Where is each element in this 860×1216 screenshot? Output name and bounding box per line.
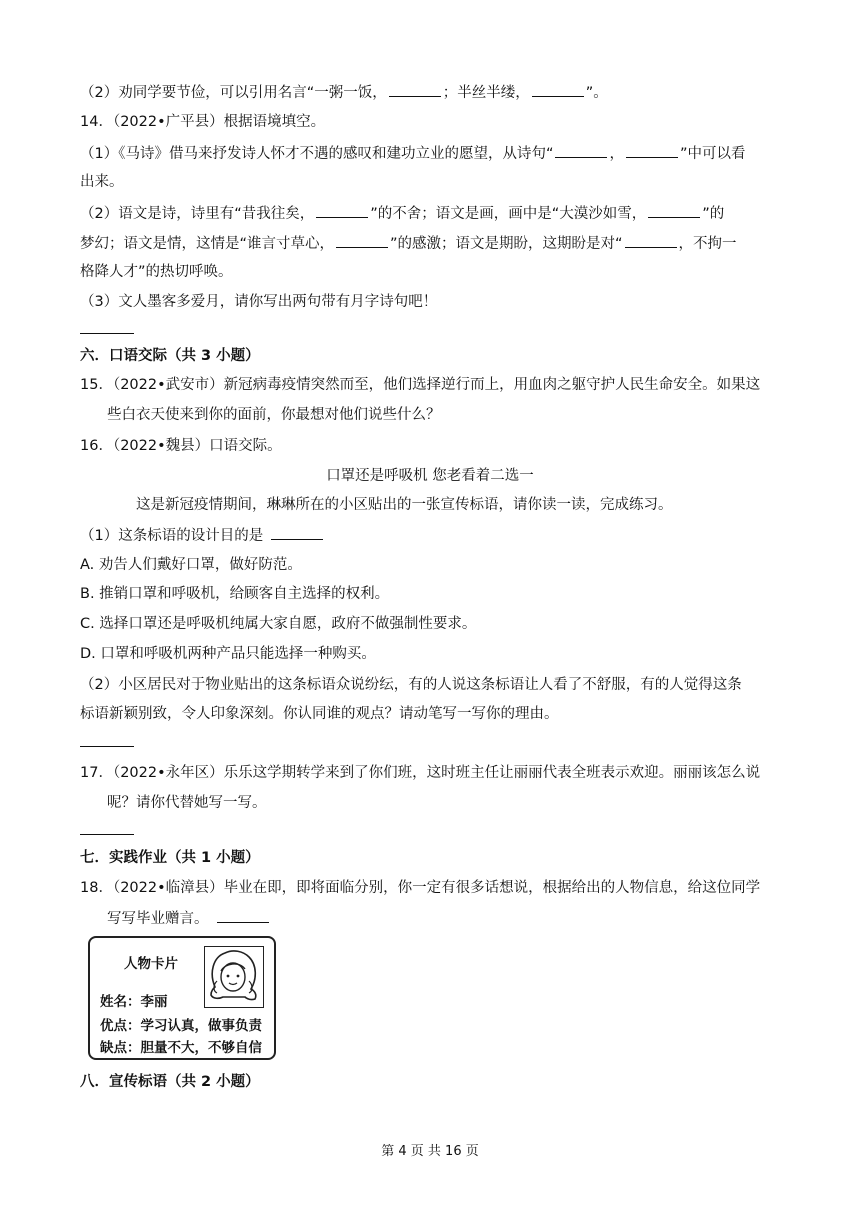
q16-option-d: D. 口罩和呼吸机两种产品只能选择一种购买。: [80, 646, 376, 662]
answer-line[interactable]: [80, 333, 134, 334]
section-8-title: 八．宣传标语（共 2 小题）: [80, 1074, 260, 1090]
q16-slogan: 口罩还是呼吸机 您老看着二选一: [326, 468, 534, 484]
portrait-image: [204, 946, 264, 1008]
q13-part2: （2）劝同学要节俭，可以引用名言“一粥一饭， ；半丝半缕， ”。: [80, 82, 798, 103]
girl-portrait-icon: [205, 947, 262, 1006]
section-7-title: 七．实践作业（共 1 小题）: [80, 850, 260, 866]
q16-option-b: B. 推销口罩和呼吸机，给顾客自主选择的权利。: [80, 586, 390, 602]
answer-blank[interactable]: [625, 233, 677, 248]
answer-blank[interactable]: [336, 233, 388, 248]
q16-part2-line2: 标语新颖别致，令人印象深刻。你认同谁的观点？请动笔写一写你的理由。: [80, 706, 559, 722]
answer-blank[interactable]: [555, 143, 607, 158]
character-card: [88, 936, 276, 1060]
q14-part2-line1: （2）语文是诗，诗里有“昔我往矣， ”的不舍；语文是画，画中是“大漠沙如雪， ”的: [80, 203, 798, 224]
q14-part3: （3）文人墨客多爱月，请你写出两句带有月字诗句吧！: [80, 294, 438, 310]
card-merits: 优点：学习认真，做事负责: [100, 1018, 262, 1034]
answer-blank[interactable]: [532, 82, 584, 97]
q17-line2: 呢？请你代替她写一写。: [107, 795, 267, 811]
q16-option-c: C. 选择口罩还是呼吸机纯属大家自愿，政府不做强制性要求。: [80, 616, 477, 632]
q16-part2-line1: （2）小区居民对于物业贴出的这条标语众说纷纭，有的人说这条标语让人看了不舒服，有的人觉得这条: [80, 677, 742, 693]
answer-blank[interactable]: [648, 203, 700, 218]
answer-blank[interactable]: [626, 143, 678, 158]
q14-part2-line2: 梦幻；语文是情，这情是“谁言寸草心， ”的感激；语文是期盼，这期盼是对“ ，不拘一: [80, 233, 798, 254]
card-name: 姓名：李丽: [100, 994, 168, 1010]
q16-option-a: A. 劝告人们戴好口罩，做好防范。: [80, 557, 302, 573]
answer-blank[interactable]: [271, 525, 323, 540]
q14-part2-line3: 格降人才”的热切呼唤。: [80, 264, 233, 280]
q14-heading: 14．（2022•广平县）根据语境填空。: [80, 114, 326, 130]
answer-line[interactable]: [80, 746, 134, 747]
q15-line1: 15．（2022•武安市）新冠病毒疫情突然而至，他们选择逆行而上，用血肉之躯守护人民生命安全。如果这: [80, 377, 761, 393]
answer-line[interactable]: [80, 834, 134, 835]
q18-line1: 18．（2022•临漳县）毕业在即，即将面临分别，你一定有很多话想说，根据给出的人物信息，给这位同学: [80, 880, 761, 896]
q16-heading: 16．（2022•魏县）口语交际。: [80, 438, 282, 454]
q14-part1: （1）《马诗》借马来抒发诗人怀才不遇的感叹和建功立业的愿望，从诗句“ ， ”中可以看: [80, 143, 798, 164]
q17-line1: 17．（2022•永年区）乐乐这学期转学来到了你们班，这时班主任让丽丽代表全班表示欢迎。丽丽该怎么说: [80, 765, 761, 781]
section-6-title: 六．口语交际（共 3 小题）: [80, 348, 260, 364]
page-footer: 第 4 页 共 16 页: [381, 1144, 479, 1159]
q16-part1: （1）这条标语的设计目的是: [80, 525, 798, 546]
card-title: 人物卡片: [124, 956, 178, 972]
q18-line2: 写写毕业赠言。: [107, 908, 798, 929]
q16-intro: 这是新冠疫情期间，琳琳所在的小区贴出的一张宣传标语，请你读一读，完成练习。: [136, 497, 673, 513]
q14-part1-cont: 出来。: [80, 174, 124, 190]
card-faults: 缺点：胆量不大，不够自信: [100, 1040, 262, 1056]
answer-blank[interactable]: [217, 908, 269, 923]
answer-blank[interactable]: [316, 203, 368, 218]
answer-blank[interactable]: [389, 82, 441, 97]
q15-line2: 些白衣天使来到你的面前，你最想对他们说些什么？: [107, 407, 441, 423]
